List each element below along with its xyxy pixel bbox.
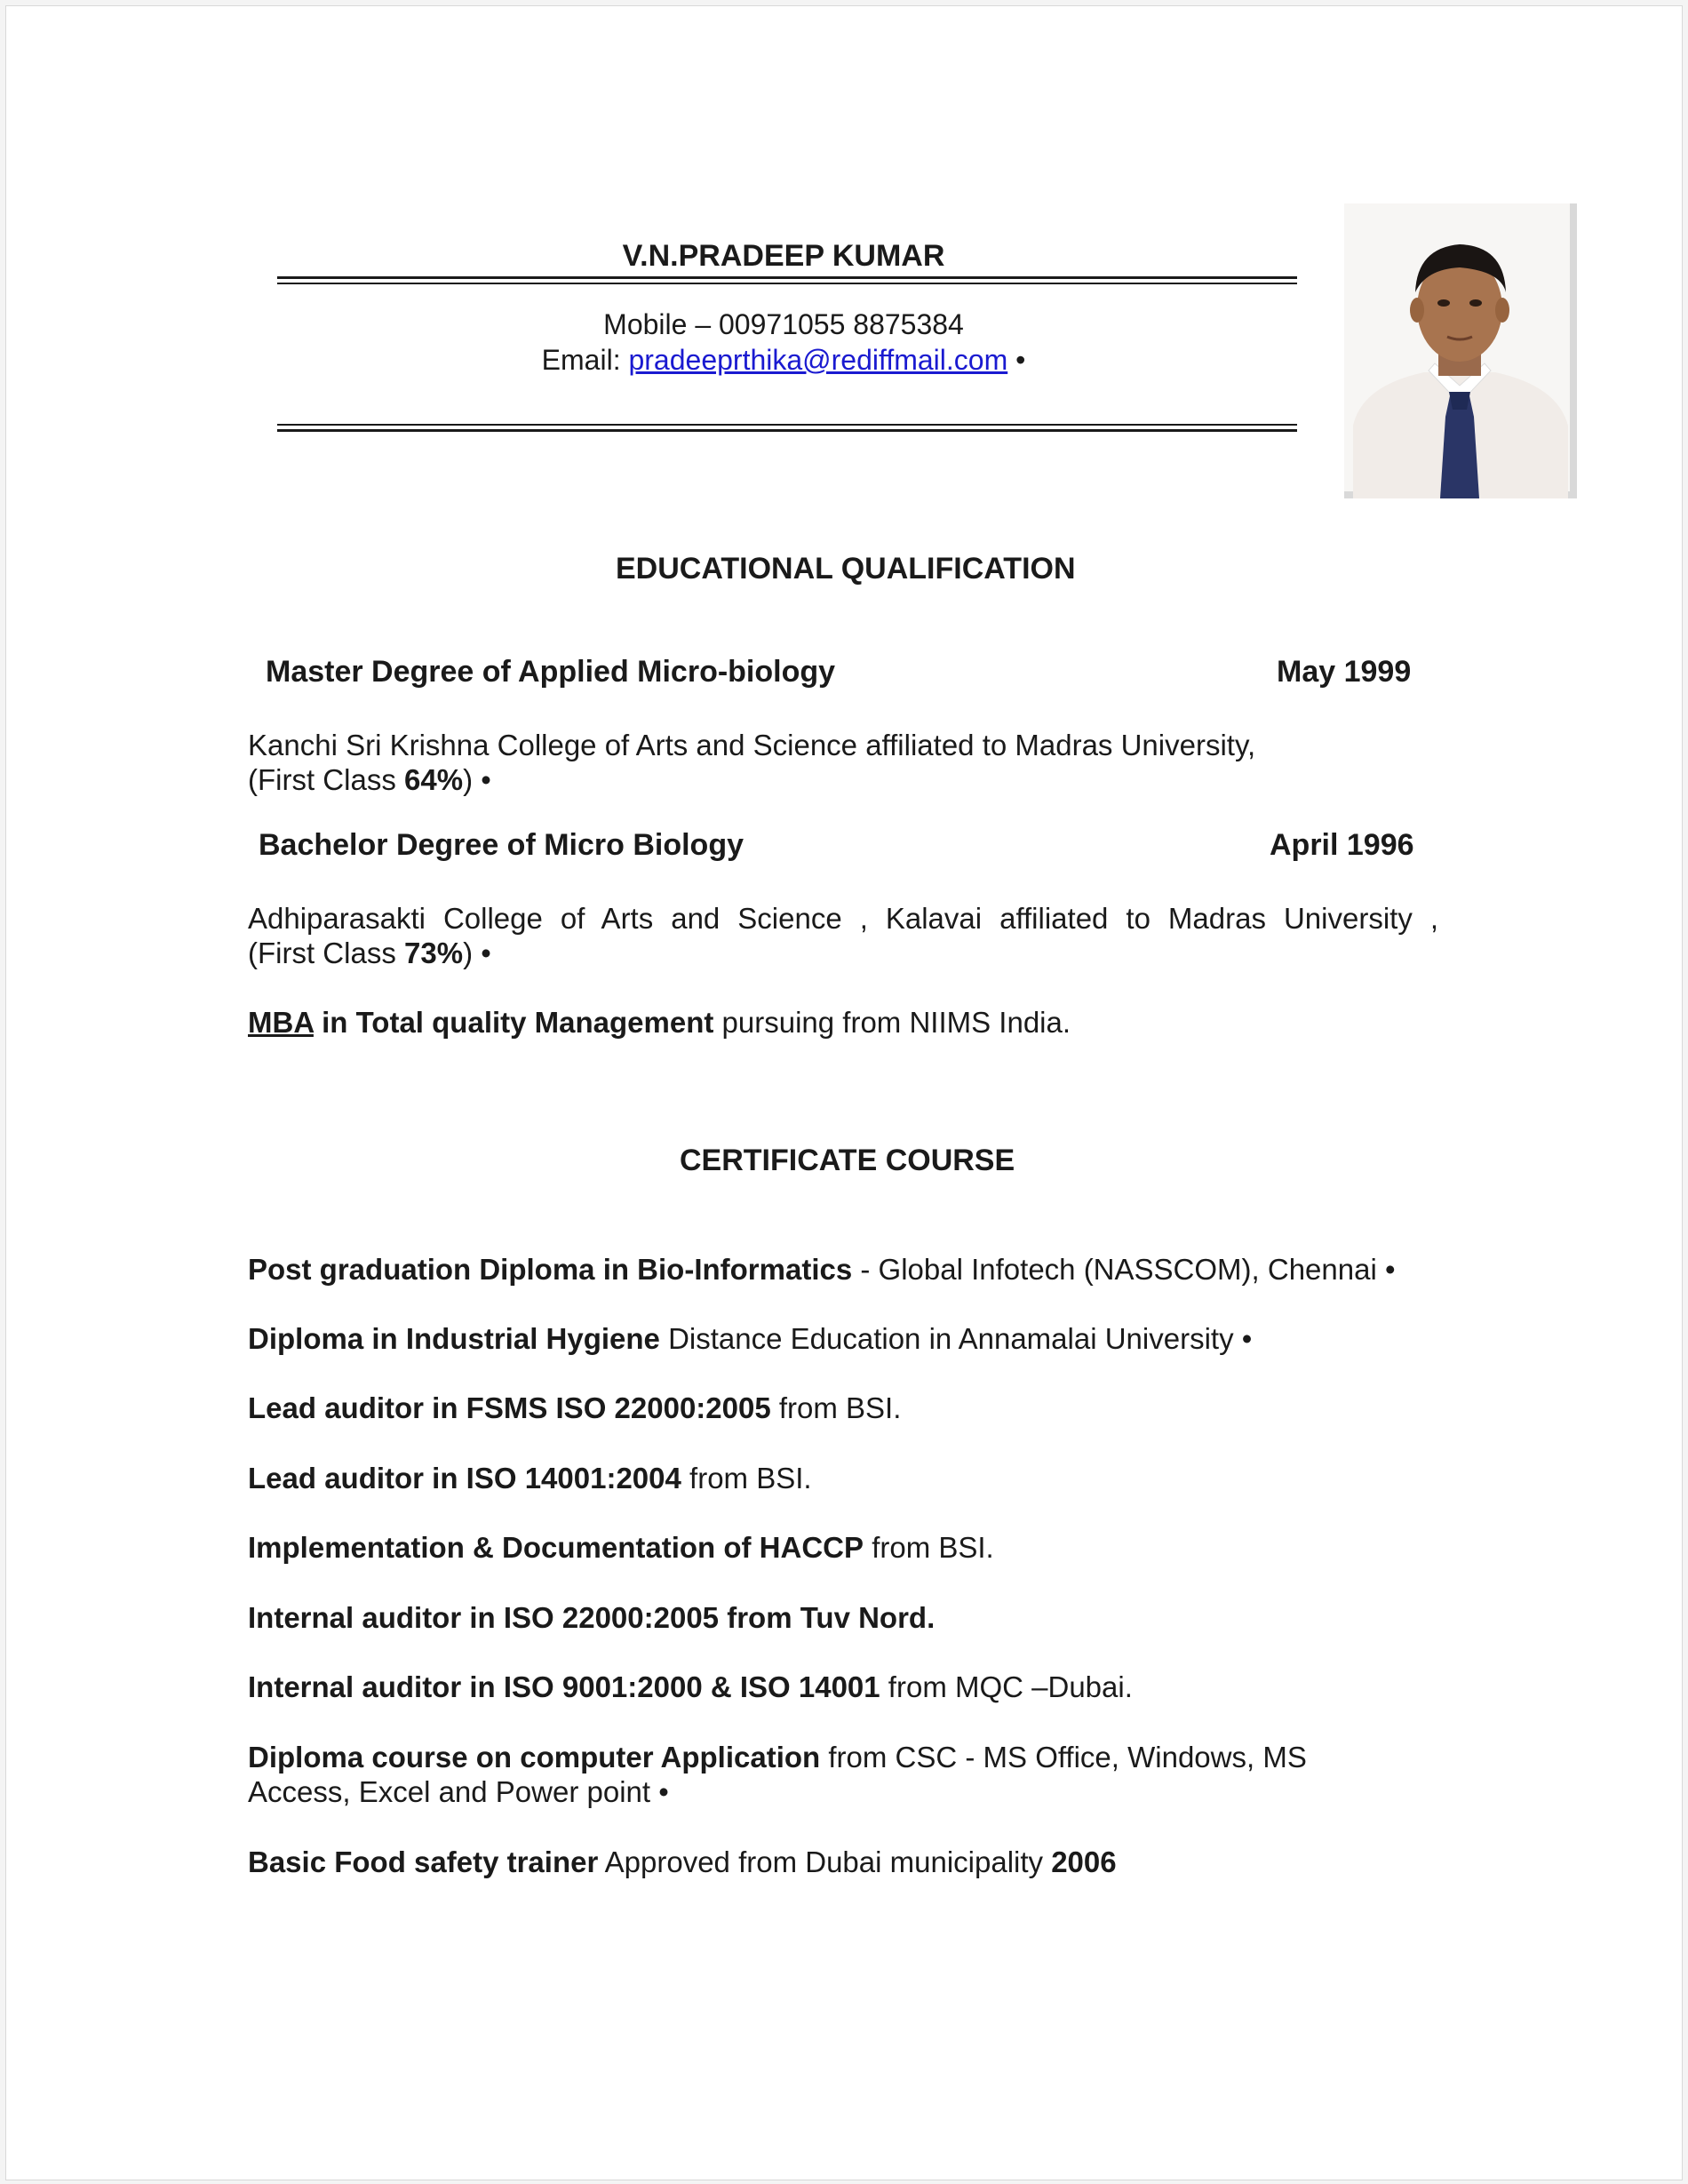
masters-class: (First Class 64%) • xyxy=(248,763,491,796)
certificate-item: Implementation & Documentation of HACCP from BSI. xyxy=(248,1531,994,1564)
header-bottom-rule xyxy=(277,424,1297,435)
education-heading: EDUCATIONAL QUALIFICATION xyxy=(616,552,1076,586)
bachelors-percent: 73% xyxy=(404,937,464,969)
resume-page xyxy=(5,5,1683,2180)
certificate-heading: CERTIFICATE COURSE xyxy=(680,1144,1015,1177)
bachelors-title: Bachelor Degree of Micro Biology xyxy=(259,828,744,862)
certificate-item: Internal auditor in ISO 9001:2000 & ISO 14001 from MQC –Dubai. xyxy=(248,1670,1133,1703)
email-bullet: • xyxy=(1007,344,1026,376)
masters-percent: 64% xyxy=(404,763,464,796)
header-top-rule xyxy=(277,276,1297,288)
mba-detail: pursuing from NIIMS India. xyxy=(713,1006,1071,1039)
certificate-item: Post graduation Diploma in Bio-Informatics - Global Infotech (NASSCOM), Chennai • xyxy=(248,1253,1396,1286)
certificate-item: Diploma course on computer Application from CSC - MS Office, Windows, MS xyxy=(248,1741,1307,1774)
certificate-item-continued: Access, Excel and Power point • xyxy=(248,1775,669,1808)
bachelors-date: April 1996 xyxy=(1270,828,1414,862)
bachelors-college: Adhiparasakti College of Arts and Science , Kalavai affiliated to Madras University , xyxy=(248,902,1438,935)
masters-college: Kanchi Sri Krishna College of Arts and Science affiliated to Madras University, xyxy=(248,729,1256,761)
mba-line xyxy=(248,1005,1071,1040)
certificate-item: Lead auditor in ISO 14001:2004 from BSI. xyxy=(248,1462,812,1495)
email-line xyxy=(273,342,1294,378)
email-label: Email: xyxy=(541,344,629,376)
certificate-item: Diploma in Industrial Hygiene Distance Education in Annamalai University • xyxy=(248,1322,1253,1355)
masters-title: Master Degree of Applied Micro-biology xyxy=(266,655,836,689)
mobile-number: Mobile – 00971055 8875384 xyxy=(603,308,964,340)
mba-abbr: MBA xyxy=(248,1006,314,1039)
certificate-item: Basic Food safety trainer Approved from Dubai municipality 2006 xyxy=(248,1845,1117,1878)
bachelors-class: (First Class 73%) • xyxy=(248,937,491,969)
candidate-name: V.N.PRADEEP KUMAR xyxy=(622,239,945,273)
certificate-item: Internal auditor in ISO 22000:2005 from Tuv Nord. xyxy=(248,1601,936,1634)
masters-date: May 1999 xyxy=(1277,655,1412,689)
mba-program: in Total quality Management xyxy=(313,1006,714,1039)
certificate-item: Lead auditor in FSMS ISO 22000:2005 from BSI. xyxy=(248,1391,902,1424)
email-link[interactable]: pradeeprthika@rediffmail.com xyxy=(628,344,1008,376)
profile-photo xyxy=(1344,203,1577,498)
